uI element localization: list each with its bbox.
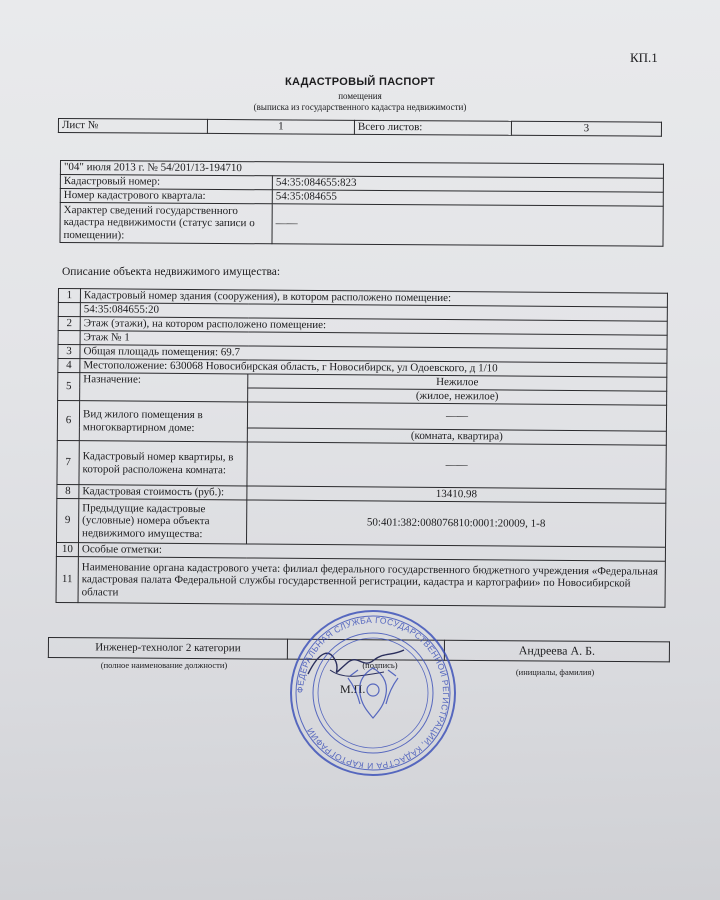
item-cost-label: Кадастровая стоимость (руб.): bbox=[79, 485, 247, 500]
name-hint: (инициалы, фамилия) bbox=[515, 667, 595, 677]
form-code: КП.1 bbox=[630, 50, 658, 65]
item-purpose-label: Назначение: bbox=[80, 373, 248, 402]
item-number: 8 bbox=[57, 484, 79, 498]
record-table bbox=[59, 160, 663, 247]
signer-position: Инженер-технолог 2 категории bbox=[48, 638, 287, 660]
item-number: 2 bbox=[58, 317, 80, 331]
record-date-line: "04" июля 2013 г. № 54/201/13-194710 bbox=[60, 161, 663, 179]
item-number: 10 bbox=[56, 542, 78, 556]
item-number: 11 bbox=[56, 556, 78, 602]
quarter-number-label: Номер кадастрового квартала: bbox=[60, 189, 272, 204]
description-table bbox=[56, 288, 668, 608]
sheet-total-label: Всего листов: bbox=[354, 120, 511, 135]
stamp-ring-text: ФЕДЕРАЛЬНАЯ СЛУЖБА ГОСУДАРСТВЕННОЙ РЕГИСТРАЦИИ, КАДАСТРА И КАРТОГРАФИИ bbox=[294, 614, 452, 772]
item-number: 4 bbox=[58, 359, 80, 373]
item-number: 9 bbox=[57, 498, 79, 542]
item-flat-number-value: —— bbox=[247, 442, 666, 489]
item-dwelling-type-label: Вид жилого помещения в многоквартирном доме: bbox=[79, 401, 247, 442]
item-building-value: 54:35:084655:20 bbox=[80, 303, 667, 322]
item-number: 5 bbox=[58, 373, 80, 401]
item-cost-value: 13410.98 bbox=[247, 486, 666, 503]
sheet-table bbox=[58, 118, 662, 137]
item-authority: Наименование органа кадастрового учета: филиал федерального государственного бюджетного учреждения «Федеральная кадастровая палата Федеральной службы государственной регистрации, кадастра и картографии» по Новосибирской области bbox=[78, 557, 665, 608]
item-number: 6 bbox=[57, 401, 79, 441]
item-number: 1 bbox=[58, 289, 80, 303]
sheet-total-value: 3 bbox=[511, 121, 661, 136]
item-dwelling-type-value: —— bbox=[247, 402, 666, 431]
item-number: 7 bbox=[57, 440, 79, 484]
item-purpose-value: Нежилое bbox=[248, 374, 667, 391]
official-seal-stamp bbox=[288, 608, 458, 778]
record-status-value: —— bbox=[272, 204, 663, 246]
cadastral-number-label: Кадастровый номер: bbox=[60, 175, 272, 190]
quarter-number-value: 54:35:084655 bbox=[272, 190, 663, 206]
cadastral-number-value: 54:35:084655:823 bbox=[272, 176, 663, 192]
item-purpose-hint: (жилое, нежилое) bbox=[248, 388, 667, 405]
document-subnote: (выписка из государственного кадастра недвижимости) bbox=[253, 102, 467, 112]
item-building-label: Кадастровый номер здания (сооружения), в котором расположено помещение: bbox=[80, 289, 667, 308]
sign-hint: (подпись) bbox=[362, 660, 398, 670]
item-number: 3 bbox=[58, 345, 80, 359]
record-status-label: Характер сведений государственного кадастра недвижимости (статус записи о помещении): bbox=[60, 203, 272, 244]
position-hint: (полное наименование должности) bbox=[100, 660, 228, 670]
item-area: Общая площадь помещения: 69.7 bbox=[80, 345, 667, 364]
description-title: Описание объекта недвижимого имущества: bbox=[62, 266, 281, 278]
document-title: КАДАСТРОВЫЙ ПАСПОРТ bbox=[285, 76, 435, 88]
item-dwelling-type-hint: (комната, квартира) bbox=[247, 428, 666, 445]
item-previous-numbers-label: Предыдущие кадастровые (условные) номера объекта недвижимого имущества: bbox=[79, 499, 247, 544]
item-flat-number-label: Кадастровый номер квартиры, в которой расположена комната: bbox=[79, 441, 247, 486]
sheet-label: Лист № bbox=[58, 119, 207, 134]
signer-name: Андреева А. Б. bbox=[444, 640, 669, 662]
item-special-notes: Особые отметки: bbox=[78, 543, 665, 562]
item-floor-label: Этаж (этажи), на котором расположено помещение: bbox=[80, 317, 667, 336]
item-location: Местоположение: 630068 Новосибирская область, г Новосибирск, ул Одоевского, д 1/10 bbox=[80, 359, 667, 378]
document-subtitle: помещения bbox=[338, 91, 382, 101]
item-previous-numbers-value: 50:401:382:008076810:0001:20009, 1-8 bbox=[246, 500, 665, 547]
item-floor-value: Этаж № 1 bbox=[80, 331, 667, 350]
sheet-number: 1 bbox=[207, 119, 354, 134]
mp-label: М.П. bbox=[340, 682, 366, 696]
